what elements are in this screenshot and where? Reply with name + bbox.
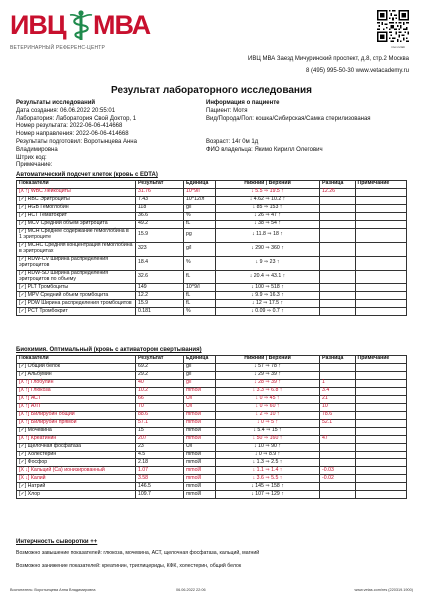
test-name: [✓] PDW Ширина распределения тромбоцитов: [17, 300, 136, 308]
test-reference: ↓ 85 ⇒ 153 ↑: [215, 204, 319, 212]
test-result: 0.181: [135, 308, 183, 316]
test-result: 3.58: [135, 475, 183, 483]
test-difference: 3.4: [320, 387, 355, 395]
results-info-line: Владимировна: [16, 146, 58, 153]
test-reference: ↓ 0 ⇒ 8.9 ↑: [215, 451, 319, 459]
test-unit: 10^12/л: [183, 196, 215, 204]
test-note: [355, 379, 407, 387]
test-unit: U/l: [183, 443, 215, 451]
test-result: 88.6: [135, 411, 183, 419]
test-name: [✓] Натрий: [17, 483, 136, 491]
table-row: [17, 308, 407, 316]
test-difference: [320, 196, 355, 204]
test-result: 57.1: [135, 419, 183, 427]
test-difference: [320, 443, 355, 451]
serum-note: Интерчность сыворотки ++: [16, 539, 98, 545]
test-note: [355, 371, 407, 379]
test-difference: [320, 371, 355, 379]
test-reference: ↓ 0 ⇒ 45 ↑: [215, 395, 319, 403]
test-result: 32.6: [135, 270, 183, 284]
table-row: [17, 475, 407, 483]
patient-info-line: [206, 123, 406, 131]
test-note: [355, 403, 407, 411]
test-unit: mmol/l: [183, 467, 215, 475]
test-result: 70: [135, 403, 183, 411]
test-difference: [320, 284, 355, 292]
test-difference: 12.26: [320, 188, 355, 196]
results-info-line: Номер результата: 2022-06-06-414668: [16, 123, 123, 130]
col-header: Результат: [135, 355, 183, 363]
note-increase: Возможно завышение показателей: глюкоза, мочевина, АСТ, щелочная фосфатаза, кальций, магний: [16, 550, 260, 556]
table-row: [17, 270, 407, 284]
test-unit: g/l: [183, 242, 215, 256]
test-name: [✓] RDW-SD Ширина распределения эритроцитов по объему: [17, 270, 136, 284]
cbc-section: [16, 172, 407, 316]
test-name: [Х ↑] Билирубин прямой: [17, 419, 136, 427]
test-name: [Х ↓] Кальций (Ca) ионизированный: [17, 467, 136, 475]
cbc-section-title: Автоматический подсчет клеток (кровь с EDTA): [16, 172, 158, 178]
page-title: Результат лабораторного исследования: [111, 85, 312, 96]
logo-text-right: МВА: [93, 10, 151, 40]
test-note: [355, 467, 407, 475]
test-unit: mmol/l: [183, 459, 215, 467]
test-difference: [320, 308, 355, 316]
table-row: [17, 467, 407, 475]
test-unit: 10^9/l: [183, 188, 215, 196]
test-result: 29.2: [135, 371, 183, 379]
test-reference: ↓ 50 ⇒ 160 ↑: [215, 435, 319, 443]
test-name: [✓] RBC Эритроциты: [17, 196, 136, 204]
test-note: [355, 443, 407, 451]
test-difference: [320, 427, 355, 435]
test-difference: 78.6: [320, 411, 355, 419]
test-note: [355, 395, 407, 403]
table-row: [17, 459, 407, 467]
test-reference: ↓ 5.5 ⇒ 19.5 ↑: [215, 188, 319, 196]
test-name: [✓] Хлор: [17, 491, 136, 499]
test-result: 15.9: [135, 228, 183, 242]
test-result: 1.07: [135, 467, 183, 475]
test-name: [Х ↑] Билирубин общий: [17, 411, 136, 419]
test-note: [355, 256, 407, 270]
test-unit: mmol/l: [183, 451, 215, 459]
report-header: [10, 8, 413, 80]
patient-info-line: ФИО владельца: Якимо Кирилл Олегович: [206, 146, 323, 153]
table-row: [17, 371, 407, 379]
test-name: [✓] HGB Гемоглобин: [17, 204, 136, 212]
patient-info-heading: Информация о пациенте: [206, 100, 280, 106]
biochem-section: [16, 347, 407, 499]
table-row: [17, 435, 407, 443]
test-reference: ↓ 0 ⇒ 60 ↑: [215, 403, 319, 411]
test-unit: mmol/l: [183, 419, 215, 427]
test-unit: 10^9/l: [183, 284, 215, 292]
table-row: [17, 196, 407, 204]
col-header: Примечание: [355, 355, 407, 363]
test-unit: g/l: [183, 379, 215, 387]
test-result: 149: [135, 284, 183, 292]
table-row: [17, 228, 407, 242]
test-name: [✓] Мочевина: [17, 427, 136, 435]
results-info-line: Дата создания: 06.06.2022 20:55:01: [16, 107, 116, 114]
table-row: [17, 395, 407, 403]
table-row: [17, 443, 407, 451]
table-header-row: [17, 180, 407, 188]
test-result: 15.9: [135, 300, 183, 308]
test-result: 4.5: [135, 451, 183, 459]
test-result: 10.2: [135, 387, 183, 395]
test-note: [355, 411, 407, 419]
test-unit: mmol/l: [183, 387, 215, 395]
test-unit: fL: [183, 300, 215, 308]
test-difference: [320, 292, 355, 300]
table-row: [17, 483, 407, 491]
test-unit: %: [183, 212, 215, 220]
table-row: [17, 411, 407, 419]
qr-caption: invc​.ru/lab: [391, 45, 405, 49]
org-address: ИВЦ МВА Заезд Мичуринский проспект, д.8, стр.2 Москва: [248, 56, 409, 62]
patient-info: [206, 100, 406, 155]
test-name: [✓] Общий белок: [17, 363, 136, 371]
test-name: [✓] Альбумин: [17, 371, 136, 379]
biochem-table-body: [17, 363, 407, 498]
test-reference: ↓ 0 ⇒ 5 ↑: [215, 419, 319, 427]
test-note: [355, 435, 407, 443]
test-result: 146.5: [135, 483, 183, 491]
note-decrease: Возможно занижение показателей: креатинин, триглицериды, КФК, холестерин, общий белок: [16, 563, 242, 569]
footer-site: www.vetas.com/res (220319.1900): [354, 588, 413, 592]
test-reference: ↓ 3.6 ⇒ 5.5 ↑: [215, 475, 319, 483]
results-info-line: Номер направления: 2022-06-06-414668: [16, 131, 129, 138]
test-unit: U/l: [183, 395, 215, 403]
test-difference: [320, 459, 355, 467]
test-difference: [320, 451, 355, 459]
test-difference: [320, 212, 355, 220]
test-reference: ↓ 1.1 ⇒ 1.4 ↑: [215, 467, 319, 475]
test-result: 49.2: [135, 220, 183, 228]
test-result: 69.2: [135, 363, 183, 371]
table-row: [17, 427, 407, 435]
test-result: 40: [135, 379, 183, 387]
cbc-table-body: [17, 188, 407, 315]
test-note: [355, 242, 407, 256]
logo-subtitle: ВЕТЕРИНАРНЫЙ РЕФЕРЕНС-ЦЕНТР: [10, 45, 106, 51]
table-row: [17, 419, 407, 427]
test-note: [355, 270, 407, 284]
test-result: 31.76: [135, 188, 183, 196]
test-reference: ↓ 1.3 ⇒ 2.5 ↑: [215, 459, 319, 467]
test-unit: g/l: [183, 204, 215, 212]
test-reference: ↓ 0.09 ⇒ 0.7 ↑: [215, 308, 319, 316]
cbc-table: [16, 180, 407, 316]
test-reference: ↓ 5.4 ⇒ 15 ↑: [215, 427, 319, 435]
table-header-row: [17, 355, 407, 363]
results-info-line: Штрих код:: [16, 154, 47, 161]
test-unit: g/l: [183, 371, 215, 379]
footer-datetime: 06.06.2022 22:06: [176, 588, 206, 592]
test-result: 15: [135, 427, 183, 435]
test-reference: ↓ 9 ⇒ 23 ↑: [215, 256, 319, 270]
test-reference: ↓ 28 ⇒ 39 ↑: [215, 379, 319, 387]
test-difference: [320, 270, 355, 284]
test-reference: ↓ 20.4 ⇒ 43.1 ↑: [215, 270, 319, 284]
test-name: [✓] Фосфор: [17, 459, 136, 467]
test-result: 7.43: [135, 196, 183, 204]
biochem-table: [16, 355, 407, 499]
test-unit: fL: [183, 220, 215, 228]
test-unit: %: [183, 256, 215, 270]
test-difference: [320, 491, 355, 499]
table-row: [17, 491, 407, 499]
test-note: [355, 300, 407, 308]
test-unit: mmol/l: [183, 491, 215, 499]
table-row: [17, 451, 407, 459]
test-difference: [320, 204, 355, 212]
test-name: [✓] MCV Средний объем эритроцита: [17, 220, 136, 228]
test-difference: 21: [320, 395, 355, 403]
patient-info-line: Пациент: Мотя: [206, 107, 248, 114]
company-logo: [10, 10, 170, 58]
test-unit: mmol/l: [183, 427, 215, 435]
test-difference: 1: [320, 379, 355, 387]
test-name: [Х ↑] Креатинин: [17, 435, 136, 443]
test-reference: ↓ 107 ⇒ 129 ↑: [215, 491, 319, 499]
test-difference: [320, 242, 355, 256]
col-header: Нижний | Верхний: [215, 355, 319, 363]
caduceus-icon: [68, 10, 94, 42]
test-note: [355, 419, 407, 427]
test-result: 118: [135, 204, 183, 212]
test-name: [Х ↓] Калий: [17, 475, 136, 483]
test-note: [355, 427, 407, 435]
test-reference: ↓ 57 ⇒ 78 ↑: [215, 363, 319, 371]
test-note: [355, 475, 407, 483]
test-note: [355, 292, 407, 300]
test-note: [355, 387, 407, 395]
test-note: [355, 188, 407, 196]
test-reference: ↓ 26 ⇒ 47 ↑: [215, 212, 319, 220]
patient-info-line: Вид/Порода/Пол: кошка/Сибирская/Самка стерилизованая: [206, 115, 371, 122]
col-header: Единица: [183, 180, 215, 188]
test-unit: %: [183, 308, 215, 316]
test-result: 23: [135, 443, 183, 451]
patient-info-line: Возраст: 14г 0м 1д: [206, 138, 259, 145]
test-note: [355, 363, 407, 371]
table-row: [17, 300, 407, 308]
footer-prepared: Воспитатель: Воротынцева Анна Владимировна: [10, 588, 96, 592]
test-reference: ↓ 3.3 ⇒ 6.8 ↑: [215, 387, 319, 395]
table-row: [17, 387, 407, 395]
col-header: Показатели: [17, 355, 136, 363]
test-reference: ↓ 11.8 ⇒ 18 ↑: [215, 228, 319, 242]
qr-code-icon: [377, 8, 409, 44]
test-difference: -0.02: [320, 475, 355, 483]
test-name: [Х ↑] WBC Лейкоциты: [17, 188, 136, 196]
test-unit: fL: [183, 270, 215, 284]
test-result: 109.7: [135, 491, 183, 499]
test-note: [355, 483, 407, 491]
test-name: [✓] MCH Среднее содержание гемоглобина в 1 эритроците: [17, 228, 136, 242]
results-info-line: Примечание:: [16, 162, 53, 169]
test-unit: mmol/l: [183, 475, 215, 483]
test-result: 36.6: [135, 212, 183, 220]
test-result: 323: [135, 242, 183, 256]
test-name: [Х ↑] АЛТ: [17, 403, 136, 411]
test-result: 66: [135, 395, 183, 403]
test-reference: ↓ 145 ⇒ 158 ↑: [215, 483, 319, 491]
test-reference: ↓ 290 ⇒ 360 ↑: [215, 242, 319, 256]
test-difference: [320, 256, 355, 270]
test-difference: -0.03: [320, 467, 355, 475]
test-note: [355, 459, 407, 467]
table-row: [17, 204, 407, 212]
test-reference: ↓ 9.9 ⇒ 16.3 ↑: [215, 292, 319, 300]
test-result: 18.4: [135, 256, 183, 270]
test-unit: fL: [183, 292, 215, 300]
test-reference: ↓ 100 ⇒ 518 ↑: [215, 284, 319, 292]
test-difference: [320, 220, 355, 228]
test-reference: ↓ 29 ⇒ 39 ↑: [215, 371, 319, 379]
test-unit: mmol/l: [183, 411, 215, 419]
table-row: [17, 363, 407, 371]
test-reference: ↓ 38 ⇒ 54 ↑: [215, 220, 319, 228]
test-unit: g/l: [183, 363, 215, 371]
test-difference: [320, 363, 355, 371]
test-note: [355, 220, 407, 228]
table-row: [17, 284, 407, 292]
logo-text-left: ИВЦ: [10, 10, 66, 40]
test-name: [Х ↑] Глобулин: [17, 379, 136, 387]
test-name: [Х ↑] Глюкоза: [17, 387, 136, 395]
org-contact: 8 (495) 995-50-30 www.vetacademy.ru: [306, 68, 409, 74]
test-difference: 47: [320, 435, 355, 443]
table-row: [17, 292, 407, 300]
test-difference: 10: [320, 403, 355, 411]
table-row: [17, 242, 407, 256]
test-note: [355, 228, 407, 242]
test-unit: pg: [183, 228, 215, 242]
test-note: [355, 204, 407, 212]
test-unit: mmol/l: [183, 435, 215, 443]
test-note: [355, 308, 407, 316]
test-name: [✓] Холестерин: [17, 451, 136, 459]
test-reference: ↓ 12 ⇒ 17.5 ↑: [215, 300, 319, 308]
test-name: [Х ↑] АСТ: [17, 395, 136, 403]
results-info-heading: Результаты исследований: [16, 100, 96, 106]
col-header: Единица: [183, 355, 215, 363]
col-header: Показатели: [17, 180, 136, 188]
patient-info-line: [206, 131, 406, 139]
col-header: Нижний | Верхний: [215, 180, 319, 188]
test-name: [✓] RDW-CV Ширина распределения эритроцитов: [17, 256, 136, 270]
table-row: [17, 379, 407, 387]
test-note: [355, 491, 407, 499]
col-header: Разница: [320, 355, 355, 363]
results-info: [16, 100, 216, 170]
test-result: 12.2: [135, 292, 183, 300]
results-info-line: Лаборатория: Лаборатория Свой Доктор, 1: [16, 115, 137, 122]
table-row: [17, 256, 407, 270]
test-reference: ↓ 10 ⇒ 90 ↑: [215, 443, 319, 451]
test-result: 207: [135, 435, 183, 443]
col-header: Разница: [320, 180, 355, 188]
biochem-section-title: Биохимия. Оптимальный (кровь с активатором свертывания): [16, 347, 202, 353]
test-note: [355, 451, 407, 459]
test-difference: [320, 228, 355, 242]
test-note: [355, 284, 407, 292]
test-name: [✓] MCHC Средняя концентрация гемоглобина в эритроцитах: [17, 242, 136, 256]
test-unit: U/l: [183, 403, 215, 411]
table-row: [17, 220, 407, 228]
test-name: [✓] PLT Тромбоциты: [17, 284, 136, 292]
col-header: Примечание: [355, 180, 407, 188]
test-name: [✓] HCT Гематокрит: [17, 212, 136, 220]
test-difference: [320, 483, 355, 491]
test-difference: [320, 300, 355, 308]
test-name: [✓] PCT Тромбокрит: [17, 308, 136, 316]
table-row: [17, 403, 407, 411]
test-reference: ↓ 4.62 ⇒ 10.2 ↑: [215, 196, 319, 204]
col-header: Результат: [135, 180, 183, 188]
test-note: [355, 196, 407, 204]
test-result: 2.18: [135, 459, 183, 467]
test-reference: ↓ 2 ⇒ 10 ↑: [215, 411, 319, 419]
test-name: [✓] MPV Средний объем тромбоцита: [17, 292, 136, 300]
test-name: [✓] Щелочная фосфатаза: [17, 443, 136, 451]
table-row: [17, 188, 407, 196]
test-note: [355, 212, 407, 220]
test-unit: mmol/l: [183, 483, 215, 491]
test-difference: 52.1: [320, 419, 355, 427]
results-info-line: Результаты подготовил: Воротынцева Анна: [16, 138, 137, 145]
